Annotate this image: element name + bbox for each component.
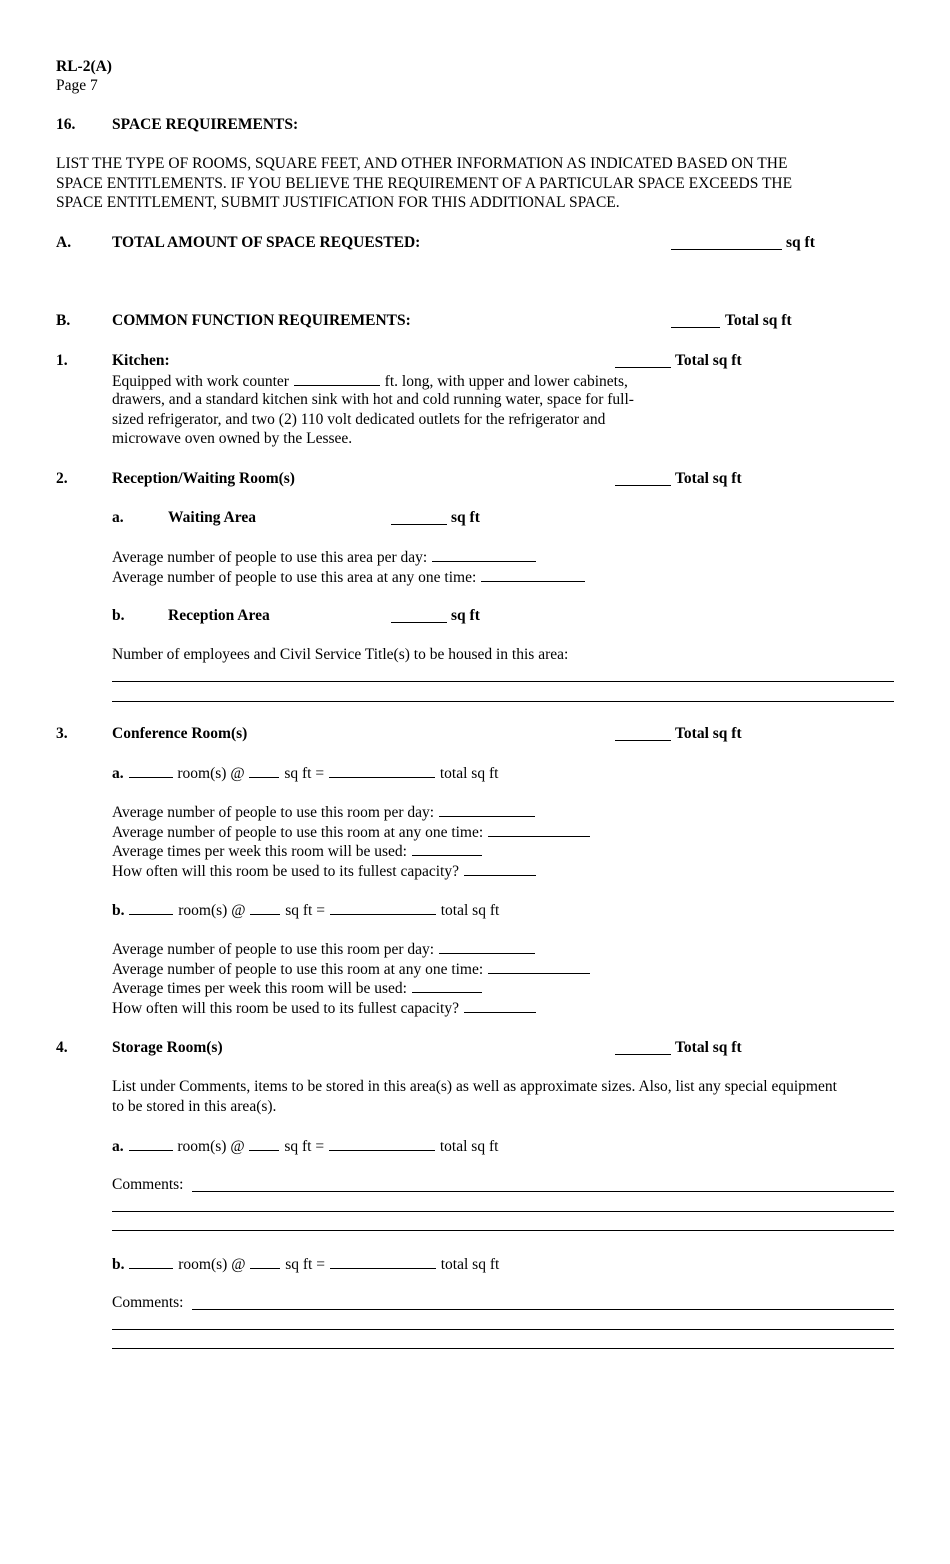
storage-number: 4. [56,1039,68,1056]
waiting-one-time-field[interactable] [481,567,585,582]
waiting-area-unit: sq ft [451,509,480,526]
storage-a-sqft-field[interactable] [249,1136,279,1151]
employees-answer-line-2[interactable] [112,701,894,702]
storage-a-comments-line-1[interactable] [192,1191,894,1192]
conference-unit: Total sq ft [675,725,742,742]
kitchen-line-2: drawers, and a standard kitchen sink with hot and cold running water, space for full- [112,391,634,408]
storage-instructions-1: List under Comments, items to be stored in this area(s) as well as approximate sizes. Also, list any special equipment [112,1078,837,1095]
waiting-area-sqft-field[interactable] [391,524,447,525]
storage-b-total-field[interactable] [330,1254,436,1269]
conference-a-row: a. room(s) @ sq ft = total sq ft [112,765,499,782]
conference-a-one-time-field[interactable] [488,822,590,837]
waiting-per-day-row: Average number of people to use this area per day: [112,547,537,567]
form-id: RL-2(A) [56,58,112,75]
conference-number: 3. [56,725,68,742]
reception-total-field[interactable] [615,485,671,486]
conference-b-q3: Average times per week this room will be used: [112,978,483,998]
reception-unit: Total sq ft [675,470,742,487]
storage-b-comments-line-1[interactable] [192,1309,894,1310]
waiting-area-title: Waiting Area [168,509,256,526]
storage-b-comments-line-3[interactable] [112,1348,894,1349]
conference-b-times-week-field[interactable] [412,978,482,993]
storage-a-rooms-field[interactable] [129,1136,173,1151]
storage-a-comments-line-2[interactable] [112,1211,894,1212]
common-function-total-field[interactable] [671,327,720,328]
storage-total-field[interactable] [615,1054,671,1055]
storage-title: Storage Room(s) [112,1039,223,1056]
conference-a-q4: How often will this room be used to its fullest capacity? [112,861,537,881]
kitchen-line-3: sized refrigerator, and two (2) 110 volt dedicated outlets for the refrigerator and [112,411,606,428]
conference-b-sqft-field[interactable] [250,900,280,915]
storage-b-row: b. room(s) @ sq ft = total sq ft [112,1256,500,1273]
storage-b-rooms-field[interactable] [129,1254,173,1269]
counter-length-field[interactable] [294,371,380,386]
waiting-one-time-row: Average number of people to use this area at any one time: [112,567,586,587]
conference-b-total-field[interactable] [330,900,436,915]
conference-a-q3: Average times per week this room will be used: [112,841,483,861]
total-space-field[interactable] [671,249,782,250]
page-number: Page 7 [56,77,98,94]
kitchen-unit: Total sq ft [675,352,742,369]
storage-a-comments-line-3[interactable] [112,1230,894,1231]
reception-area-sqft-field[interactable] [391,622,447,623]
conference-a-q2: Average number of people to use this room at any one time: [112,822,591,842]
total-space-unit: sq ft [786,234,815,251]
reception-area-letter: b. [112,607,125,624]
instructions-line-1: LIST THE TYPE OF ROOMS, SQUARE FEET, AND OTHER INFORMATION AS INDICATED BASED ON THE [56,155,788,172]
conference-b-one-time-field[interactable] [488,959,590,974]
kitchen-number: 1. [56,352,68,369]
reception-area-unit: sq ft [451,607,480,624]
conference-b-capacity-field[interactable] [464,998,536,1013]
employees-answer-line-1[interactable] [112,681,894,682]
conference-a-rooms-field[interactable] [129,763,173,778]
storage-b-comments-line-2[interactable] [112,1329,894,1330]
instructions-line-3: SPACE ENTITLEMENT, SUBMIT JUSTIFICATION FOR THIS ADDITIONAL SPACE. [56,194,620,211]
item-a-label: TOTAL AMOUNT OF SPACE REQUESTED: [112,234,421,251]
item-b-letter: B. [56,312,71,329]
common-function-unit: Total sq ft [725,312,792,329]
storage-unit: Total sq ft [675,1039,742,1056]
item-b-label: COMMON FUNCTION REQUIREMENTS: [112,312,411,329]
kitchen-line-1: Equipped with work counter ft. long, with upper and lower cabinets, [112,373,628,390]
storage-instructions-2: to be stored in this area(s). [112,1098,277,1115]
storage-b-comments-label: Comments: [112,1294,184,1311]
conference-a-per-day-field[interactable] [439,802,535,817]
storage-a-total-field[interactable] [329,1136,435,1151]
storage-a-row: a. room(s) @ sq ft = total sq ft [112,1138,499,1155]
kitchen-total-field[interactable] [615,367,671,368]
conference-a-total-field[interactable] [329,763,435,778]
conference-b-q1: Average number of people to use this room per day: [112,939,536,959]
reception-number: 2. [56,470,68,487]
waiting-per-day-field[interactable] [432,547,536,562]
kitchen-line-4: microwave oven owned by the Lessee. [112,430,353,447]
conference-title: Conference Room(s) [112,725,248,742]
conference-b-per-day-field[interactable] [439,939,535,954]
conference-a-capacity-field[interactable] [464,861,536,876]
conference-b-rooms-field[interactable] [129,900,173,915]
storage-b-sqft-field[interactable] [250,1254,280,1269]
conference-b-q4: How often will this room be used to its fullest capacity? [112,998,537,1018]
kitchen-title: Kitchen: [112,352,170,369]
item-a-letter: A. [56,234,72,251]
conference-a-times-week-field[interactable] [412,841,482,856]
conference-b-q2: Average number of people to use this room at any one time: [112,959,591,979]
storage-a-comments-label: Comments: [112,1176,184,1193]
section-title: SPACE REQUIREMENTS: [112,116,299,133]
instructions-line-2: SPACE ENTITLEMENTS. IF YOU BELIEVE THE REQUIREMENT OF A PARTICULAR SPACE EXCEEDS THE [56,175,793,192]
conference-b-row: b. room(s) @ sq ft = total sq ft [112,902,500,919]
waiting-area-letter: a. [112,509,124,526]
conference-a-sqft-field[interactable] [249,763,279,778]
reception-title: Reception/Waiting Room(s) [112,470,295,487]
reception-area-title: Reception Area [168,607,270,624]
employees-question: Number of employees and Civil Service Title(s) to be housed in this area: [112,646,569,663]
conference-total-field[interactable] [615,740,671,741]
conference-a-q1: Average number of people to use this room per day: [112,802,536,822]
section-number: 16. [56,116,76,133]
